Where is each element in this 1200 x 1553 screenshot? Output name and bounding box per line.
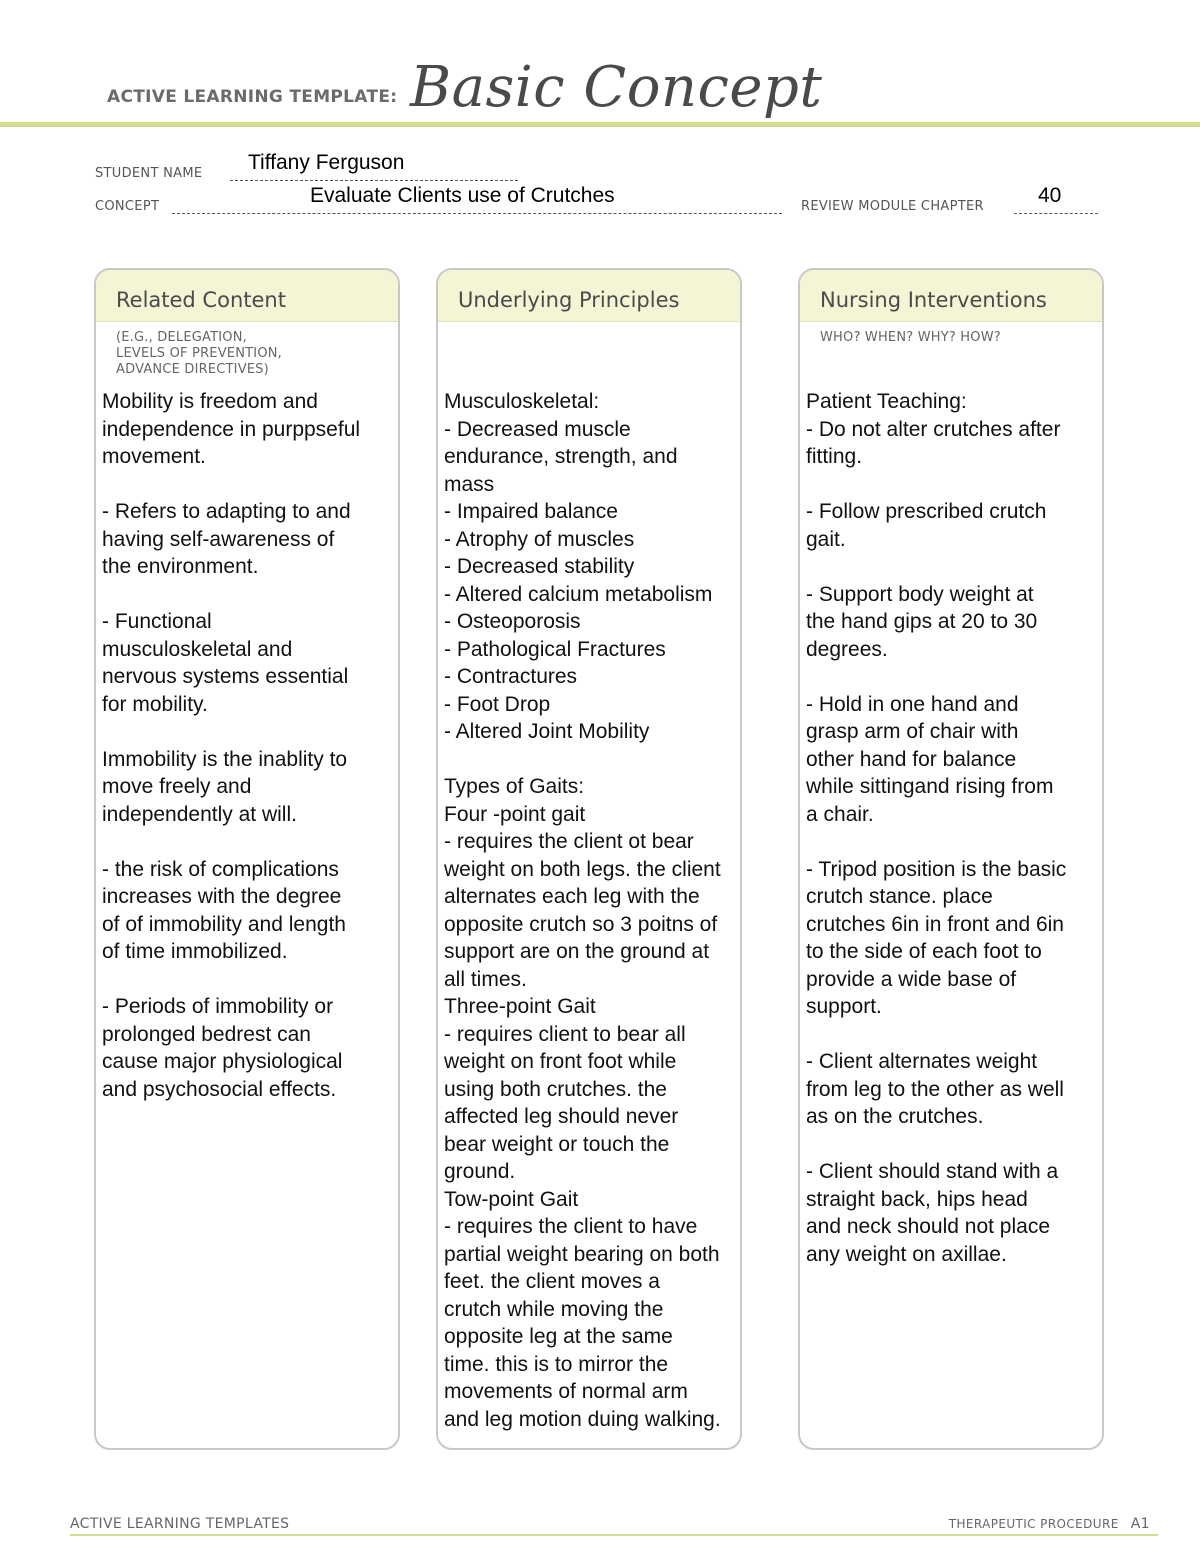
concept-line [172,213,782,214]
review-module-line [1014,213,1098,214]
nursing-interventions-column [798,268,1104,1450]
underlying-principles-title: Underlying Principles [458,288,680,312]
review-module-field[interactable]: 40 [1038,184,1062,207]
underlying-principles-column [436,268,742,1450]
student-name-line [230,180,518,181]
footer-code: A1 [1130,1516,1150,1532]
header-divider [0,122,1200,127]
page-title: Basic Concept [410,55,823,120]
nursing-interventions-subtitle: WHO? WHEN? WHY? HOW? [820,330,1001,345]
related-content-column [94,268,400,1450]
concept-field[interactable]: Evaluate Clients use of Crutches [310,184,615,207]
related-content-title: Related Content [116,288,286,312]
related-content-subtitle: (E.G., DELEGATION, LEVELS OF PREVENTION, ADVANCE DIRECTIVES) [116,330,283,377]
related-content-body[interactable]: Mobility is freedom and independence in purppseful movement. - Refers to adapting to and having self-awareness of the environment. - Functional musculoskeletal and nervous systems essential for mobility. Immobility is the inablity to move freely and independently at will. - the risk of complications increases with the degree of of immobility and length of time immobilized. - Periods of immobility or prolonged bedrest can cause major physiological and psychosocial effects. [102,390,361,1101]
header-label: ACTIVE LEARNING TEMPLATE: [107,87,398,107]
nursing-interventions-title: Nursing Interventions [820,288,1047,312]
nursing-interventions-body[interactable]: Patient Teaching: - Do not alter crutches after fitting. - Follow prescribed crutch gait. - Support body weight at the hand gips at 20 to 30 degrees. - Hold in one hand and grasp arm of chair with other hand for balance while sittingand rising from a chair. - Tripod position is the basic crutch stance. place crutches 6in in front and 6in to the side of each foot to provide a wide base of support. - Client alternates weight from leg to the other as well as on the crutches. - Client should stand with a straight back, hips head and neck should not place any weight on axillae. [806,390,1067,1266]
student-name-field[interactable]: Tiffany Ferguson [248,151,405,174]
footer-divider [70,1534,1158,1536]
student-name-label: STUDENT NAME [95,166,203,181]
concept-label: CONCEPT [95,199,160,214]
footer-left-label: ACTIVE LEARNING TEMPLATES [70,1516,290,1532]
underlying-principles-body[interactable]: Musculoskeletal: - Decreased muscle endurance, strength, and mass - Impaired balance - Atrophy of muscles - Decreased stability - Altered calcium metabolism - Osteoporosis - Pathological Fractures - Contractures - Foot Drop - Altered Joint Mobility Types of Gaits: Four -point gait - requires the client ot bear weight on both legs. the client alternates each leg with the opposite crutch so 3 poitns of support are on the ground at all times. Three-point Gait - requires client to bear all weight on front foot while using both crutches. the affected leg should never bear weight or touch the ground. Tow-point Gait - requires the client to have partial weight bearing on both feet. the client moves a crutch while moving the opposite leg at the same time. this is to mirror the movements of normal arm and leg motion duing walking. [444,390,721,1431]
review-module-label: REVIEW MODULE CHAPTER [801,199,984,214]
footer-procedure-label: THERAPEUTIC PROCEDURE [948,1517,1119,1531]
footer-right [949,1516,1150,1532]
